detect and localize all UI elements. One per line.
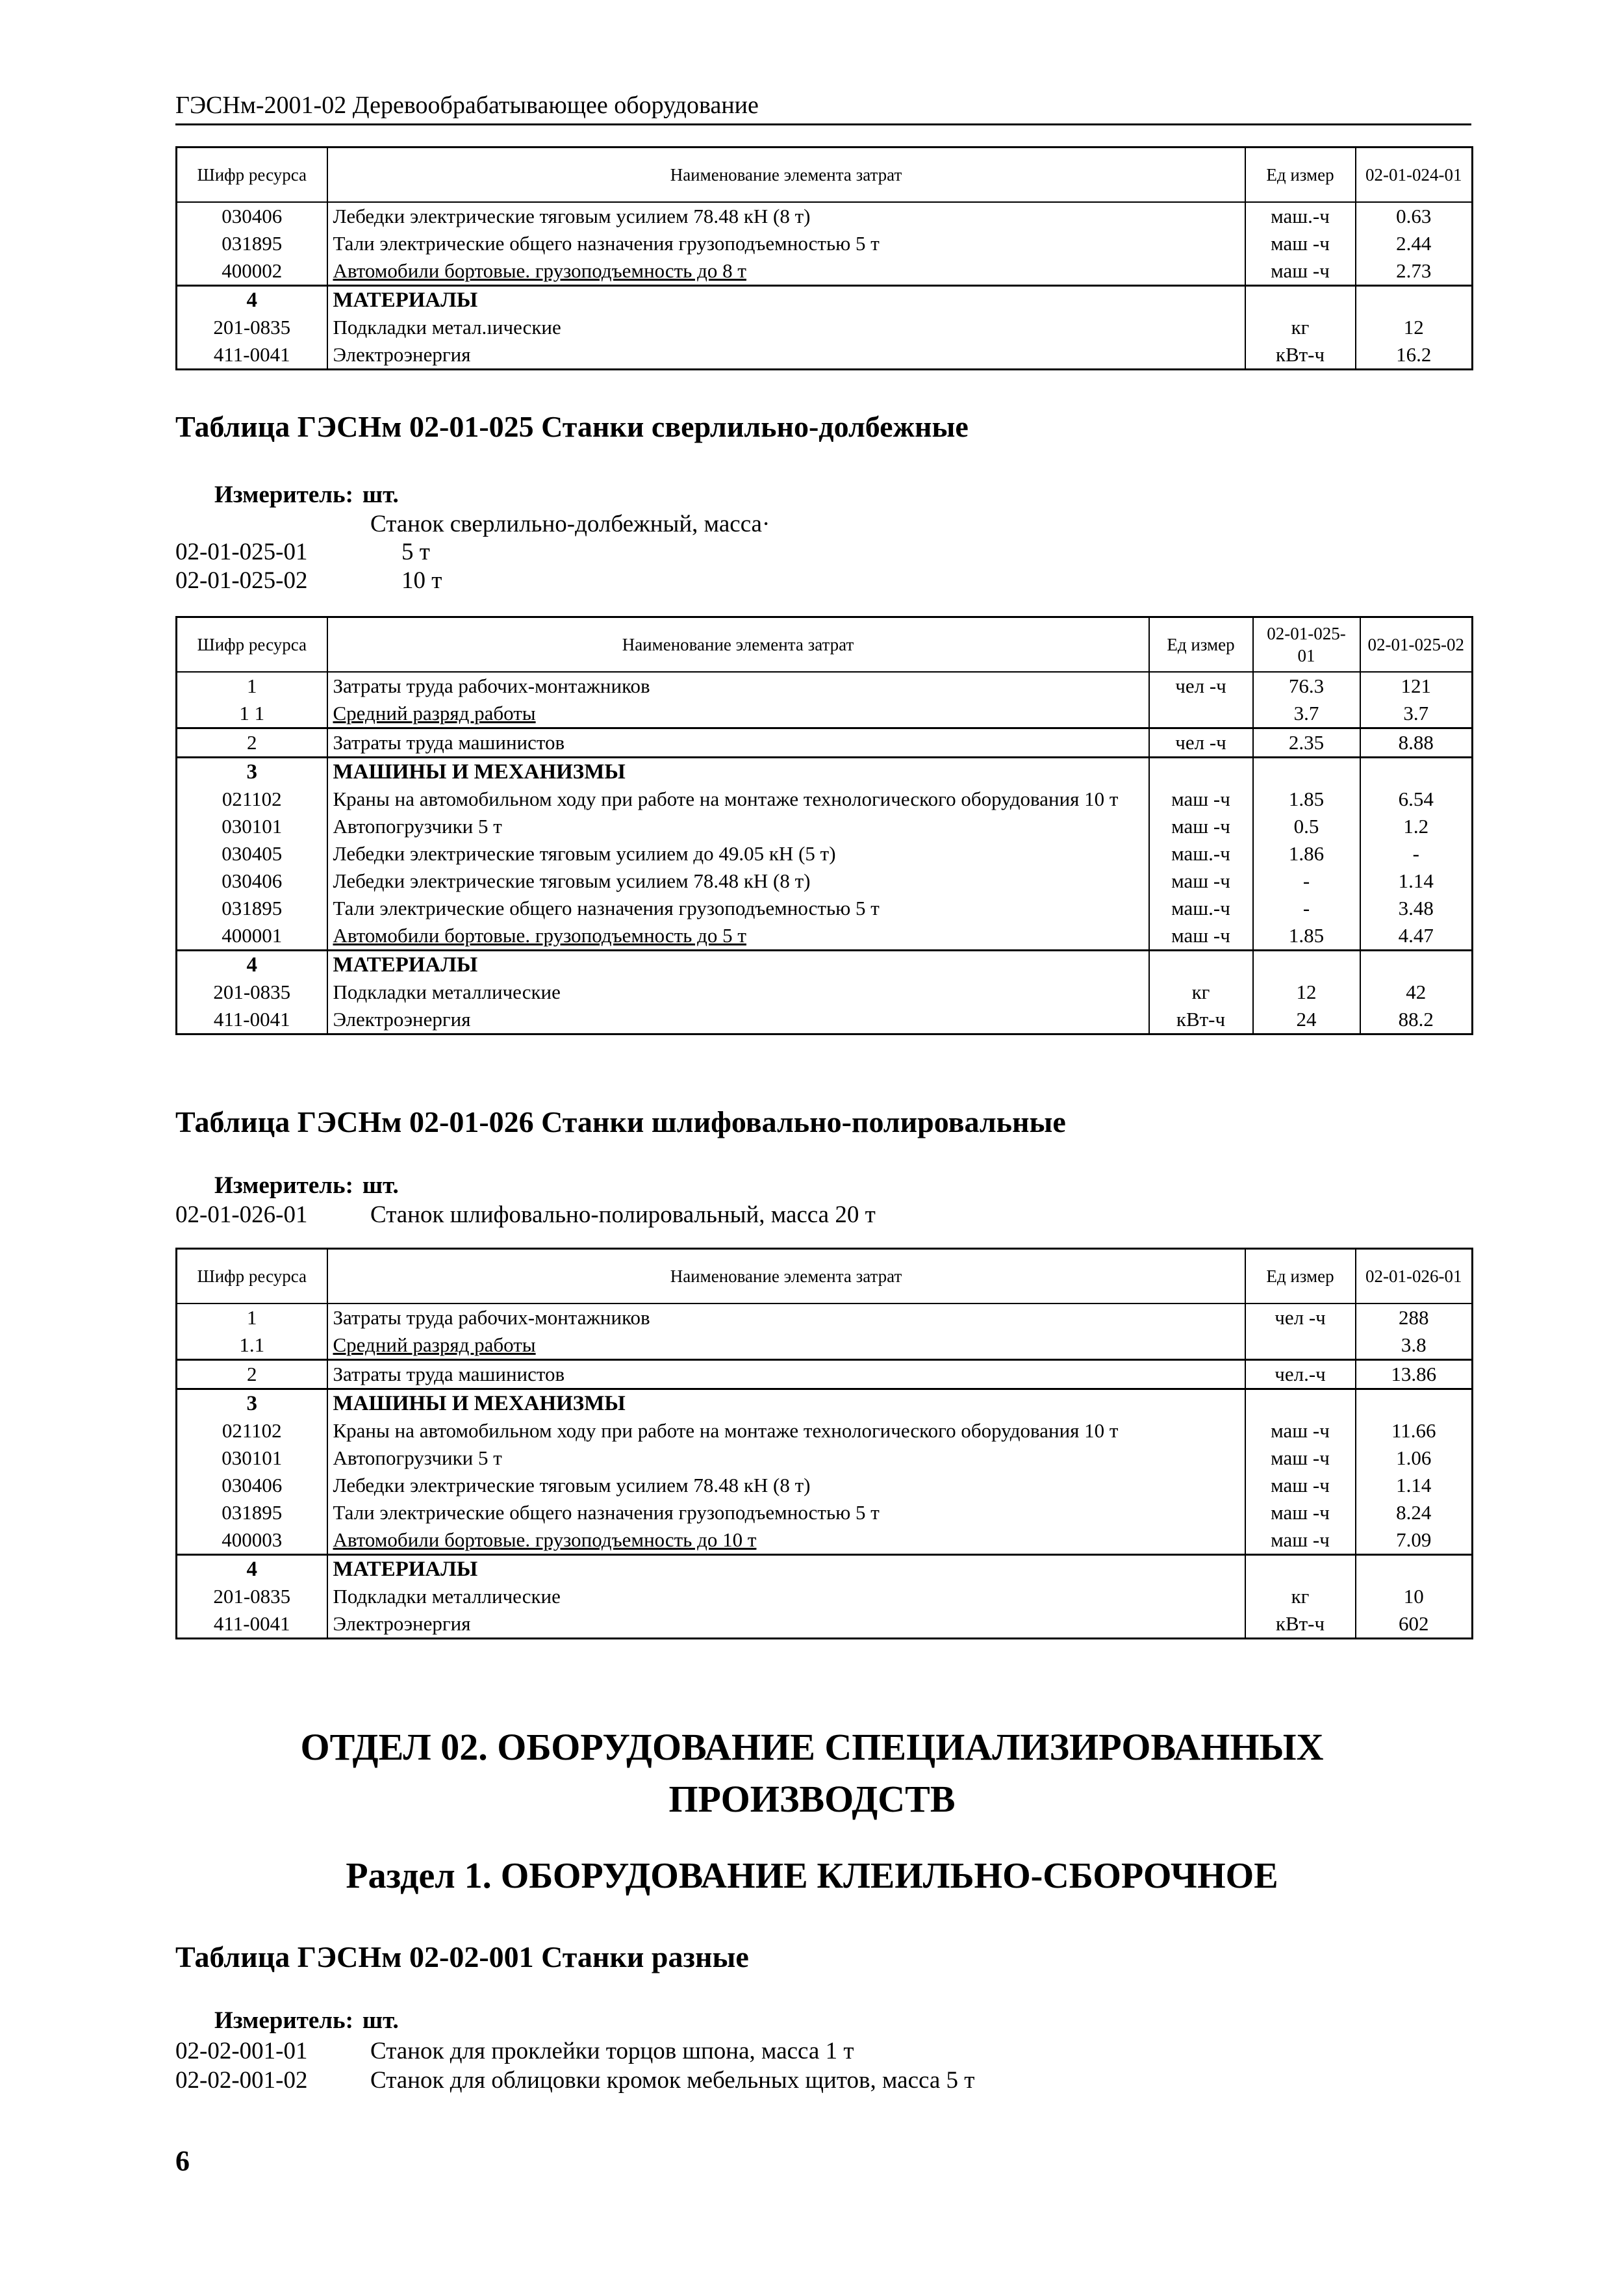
table-025 xyxy=(175,616,1473,1035)
table-row: 031895 Тали электрические общего назначения грузоподъемностью 5 т маш -ч 8.24 xyxy=(177,1499,1473,1526)
section-row: 4 МАТЕРИАЛЫ xyxy=(177,285,1473,314)
col-header: Наименование элемента затрат xyxy=(327,148,1245,202)
table-row: 2 Затраты труда машинистов чел.-ч 13.86 xyxy=(177,1359,1473,1389)
col-header: 02-01-024-01 xyxy=(1356,148,1473,202)
col-header: Шифр ресурса xyxy=(177,1249,327,1303)
table-row: 411-0041 Электроэнергия кВт-ч 16.2 xyxy=(177,341,1473,370)
running-header: ГЭСНм-2001-02 Деревообрабатывающее оборудование xyxy=(175,92,759,119)
table-row: 030406 Лебедки электрические тяговым усилием 78.48 кН (8 т) маш.-ч 0.63 xyxy=(177,202,1473,230)
col-header: Ед измер xyxy=(1245,1249,1356,1303)
measure-201: Измеритель: шт. xyxy=(214,2007,399,2034)
table-026 xyxy=(175,1248,1473,1639)
table-row: 1 1 Средний разряд работы 3.7 3.7 xyxy=(177,700,1473,728)
department-heading-line1: ОТДЕЛ 02. ОБОРУДОВАНИЕ СПЕЦИАЛИЗИРОВАННЫХ xyxy=(300,1726,1324,1768)
header-rule xyxy=(175,123,1471,125)
col-header: 02-01-025-02 xyxy=(1360,617,1473,672)
table-row: 400003 Автомобили бортовые. грузоподъемность до 10 т маш -ч 7.09 xyxy=(177,1526,1473,1555)
section-row: 3 МАШИНЫ И МЕХАНИЗМЫ xyxy=(177,1389,1473,1417)
table-row: 021102 Краны на автомобильном ходу при работе на монтаже технологического оборудования 10 т маш -ч 1.85 6.54 xyxy=(177,786,1473,813)
section-row: 4 МАТЕРИАЛЫ xyxy=(177,1554,1473,1583)
table-025-desc: Станок сверлильно-долбежный, масса· xyxy=(370,511,770,537)
table-row: 400002 Автомобили бортовые. грузоподъемность до 8 т маш -ч 2.73 xyxy=(177,257,1473,286)
table-201-title: Таблица ГЭСНм 02-02-001 Станки разные xyxy=(175,1940,749,1973)
table-row: 201-0835 Подкладки метал.ıические кг 12 xyxy=(177,314,1473,341)
col-header: Шифр ресурса xyxy=(177,617,327,672)
table-row: 031895 Тали электрические общего назначения грузоподъемностью 5 т маш.-ч - 3.48 xyxy=(177,895,1473,922)
table-row: 030406 Лебедки электрические тяговым усилием 78.48 кН (8 т) маш -ч 1.14 xyxy=(177,1472,1473,1499)
table-row: 030101 Автопогрузчики 5 т маш -ч 0.5 1.2 xyxy=(177,813,1473,840)
measure-025: Измеритель: шт. xyxy=(214,482,399,508)
section-row: 4 МАТЕРИАЛЫ xyxy=(177,950,1473,979)
table-row: 030405 Лебедки электрические тяговым усилием до 49.05 кН (5 т) маш.-ч 1.86 - xyxy=(177,840,1473,867)
item-text: 5 т xyxy=(401,539,430,565)
item-code: 02-02-001-02 xyxy=(175,2067,308,2094)
measure-026: Измеритель: шт. xyxy=(214,1172,399,1199)
department-heading-line2: ПРОИЗВОДСТВ xyxy=(668,1778,956,1820)
table-row: 201-0835 Подкладки металлические кг 10 xyxy=(177,1583,1473,1610)
item-code: 02-02-001-01 xyxy=(175,2038,308,2064)
col-header: 02-01-026-01 xyxy=(1356,1249,1473,1303)
table-row: 1 Затраты труда рабочих-монтажников чел -ч 288 xyxy=(177,1303,1473,1331)
table-row: 411-0041 Электроэнергия кВт-ч 602 xyxy=(177,1610,1473,1639)
table-row: 2 Затраты труда машинистов чел -ч 2.35 8.88 xyxy=(177,728,1473,757)
col-header: 02-01-025-01 xyxy=(1253,617,1360,672)
item-code: 02-01-025-02 xyxy=(175,567,308,594)
col-header: Наименование элемента затрат xyxy=(327,617,1149,672)
table-row: 030406 Лебедки электрические тяговым усилием 78.48 кН (8 т) маш -ч - 1.14 xyxy=(177,867,1473,895)
table-024-continued xyxy=(175,146,1473,370)
item-code: 02-01-025-01 xyxy=(175,539,308,565)
col-header: Шифр ресурса xyxy=(177,148,327,202)
item-text: Станок для облицовки кромок мебельных щитов, масса 5 т xyxy=(370,2067,975,2094)
item-code: 02-01-026-01 xyxy=(175,1201,308,1228)
col-header: Ед измер xyxy=(1149,617,1253,672)
section-heading: Раздел 1. ОБОРУДОВАНИЕ КЛЕИЛЬНО-СБОРОЧНОЕ xyxy=(346,1856,1278,1896)
table-row: 400001 Автомобили бортовые. грузоподъемность до 5 т маш -ч 1.85 4.47 xyxy=(177,922,1473,951)
table-row: 030101 Автопогрузчики 5 т маш -ч 1.06 xyxy=(177,1445,1473,1472)
item-text: 10 т xyxy=(401,567,442,594)
table-row: 021102 Краны на автомобильном ходу при работе на монтаже технологического оборудования 10 т маш -ч 11.66 xyxy=(177,1417,1473,1445)
col-header: Ед измер xyxy=(1245,148,1356,202)
section-row: 3 МАШИНЫ И МЕХАНИЗМЫ xyxy=(177,757,1473,786)
table-row: 1 Затраты труда рабочих-монтажников чел -ч 76.3 121 xyxy=(177,672,1473,700)
table-row: 031895 Тали электрические общего назначения грузоподъемностью 5 т маш -ч 2.44 xyxy=(177,230,1473,257)
table-025-title: Таблица ГЭСНм 02-01-025 Станки сверлильно-долбежные xyxy=(175,410,969,443)
table-026-title: Таблица ГЭСНм 02-01-026 Станки шлифовально-полировальные xyxy=(175,1105,1066,1138)
col-header: Наименование элемента затрат xyxy=(327,1249,1245,1303)
table-row: 1.1 Средний разряд работы 3.8 xyxy=(177,1331,1473,1360)
table-row: 201-0835 Подкладки металлические кг 12 42 xyxy=(177,979,1473,1006)
item-text: Станок шлифовально-полировальный, масса 20 т xyxy=(370,1201,876,1228)
page-number: 6 xyxy=(175,2145,190,2177)
item-text: Станок для проклейки торцов шпона, масса 1 т xyxy=(370,2038,854,2064)
table-row: 411-0041 Электроэнергия кВт-ч 24 88.2 xyxy=(177,1006,1473,1034)
